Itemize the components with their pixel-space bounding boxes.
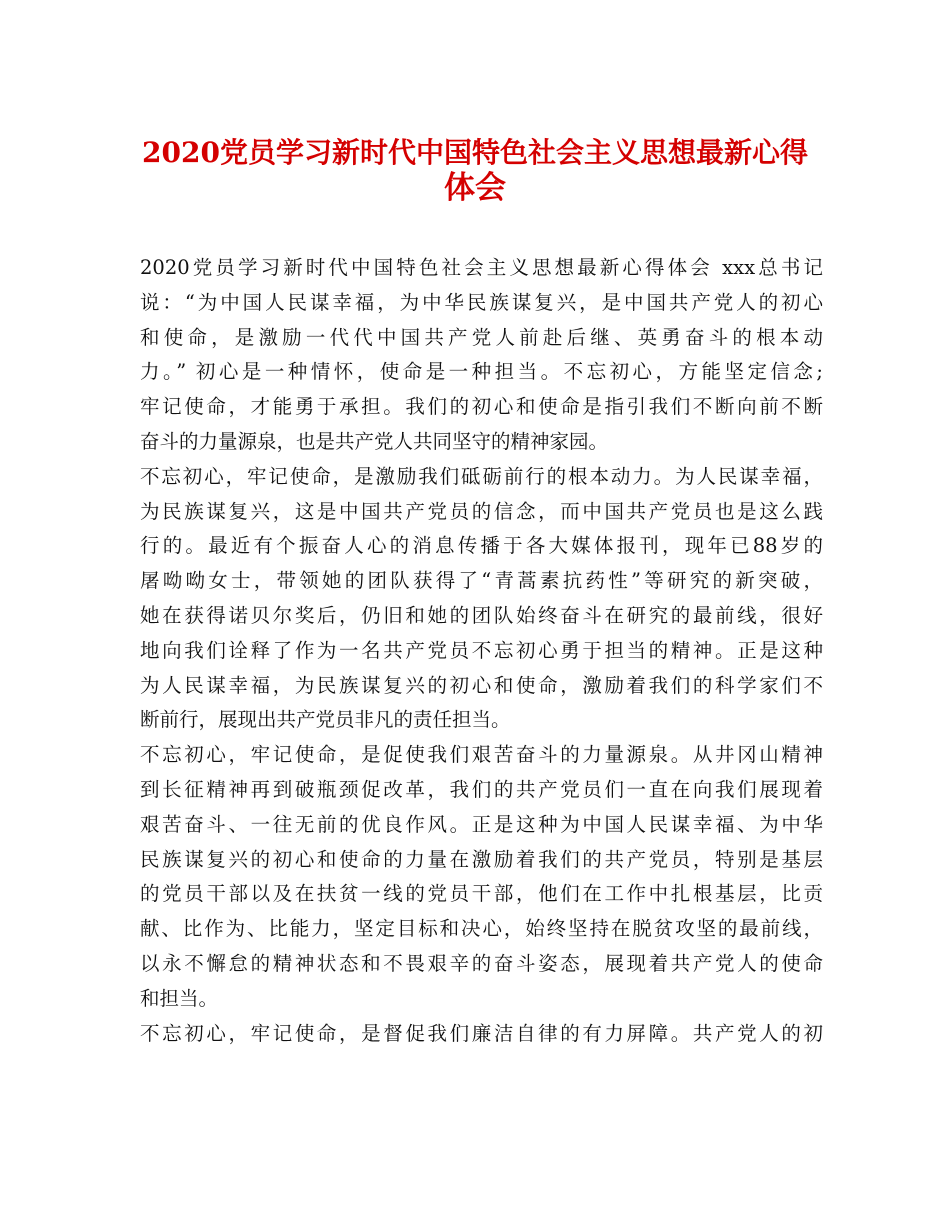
body-line: 屠呦呦女士，带领她的团队获得了“青蒿素抗药性”等研究的新突破，	[140, 569, 823, 593]
body-line: 献、比作为、比能力，坚定目标和决心，始终坚持在脱贫攻坚的最前线，	[140, 917, 823, 941]
body-line: 和担当。	[140, 986, 219, 1010]
body-line: 断前行，展现出共产党员非凡的责任担当。	[140, 708, 511, 732]
body-line: 为民族谋复兴，这是中国共产党员的信念，而中国共产党员也是这么践	[140, 499, 823, 523]
body-line: 不忘初心，牢记使命，是激励我们砥砺前行的根本动力。为人民谋幸福，	[140, 464, 823, 488]
body-line: 2020党员学习新时代中国特色社会主义思想最新心得体会 xxx总书记	[140, 256, 823, 279]
body-line: 不忘初心，牢记使命，是促使我们艰苦奋斗的力量源泉。从井冈山精神	[140, 743, 823, 767]
document-title	[140, 128, 810, 206]
title-line: 体会	[444, 169, 506, 206]
body-line: 和使命，是激励一代代中国共产党人前赴后继、英勇奋斗的根本动	[140, 325, 823, 349]
body-line: 行的。最近有个振奋人心的消息传播于各大媒体报刊，现年已88岁的	[140, 534, 823, 558]
body-line: 说：“为中国人民谋幸福，为中华民族谋复兴，是中国共产党人的初心	[140, 290, 823, 314]
body-line: 的党员干部以及在扶贫一线的党员干部，他们在工作中扎根基层，比贡	[140, 882, 823, 906]
body-line: 为人民谋幸福，为民族谋复兴的初心和使命，激励着我们的科学家们不	[140, 673, 823, 697]
body-line: 以永不懈怠的精神状态和不畏艰辛的奋斗姿态，展现着共产党人的使命	[140, 951, 823, 975]
title-line: 2020党员学习新时代中国特色社会主义思想最新心得	[142, 136, 808, 169]
body-line: 不忘初心，牢记使命，是督促我们廉洁自律的有力屏障。共产党人的初	[140, 1021, 823, 1045]
body-line: 奋斗的力量源泉，也是共产党人共同坚守的精神家园。	[140, 429, 609, 453]
body-line: 到长征精神再到破瓶颈促改革，我们的共产党员们一直在向我们展现着	[140, 777, 823, 801]
body-line: 牢记使命，才能勇于承担。我们的初心和使命是指引我们不断向前不断	[140, 395, 823, 419]
body-line: 力。” 初心是一种情怀，使命是一种担当。不忘初心，方能坚定信念;	[140, 360, 823, 384]
body-line: 艰苦奋斗、一往无前的优良作风。正是这种为中国人民谋幸福、为中华	[140, 812, 823, 836]
document-body	[140, 251, 823, 1051]
body-line: 她在获得诺贝尔奖后，仍旧和她的团队始终奋斗在研究的最前线，很好	[140, 603, 823, 627]
body-line: 地向我们诠释了作为一名共产党员不忘初心勇于担当的精神。正是这种	[140, 638, 823, 662]
body-line: 民族谋复兴的初心和使命的力量在激励着我们的共产党员，特别是基层	[140, 847, 823, 871]
